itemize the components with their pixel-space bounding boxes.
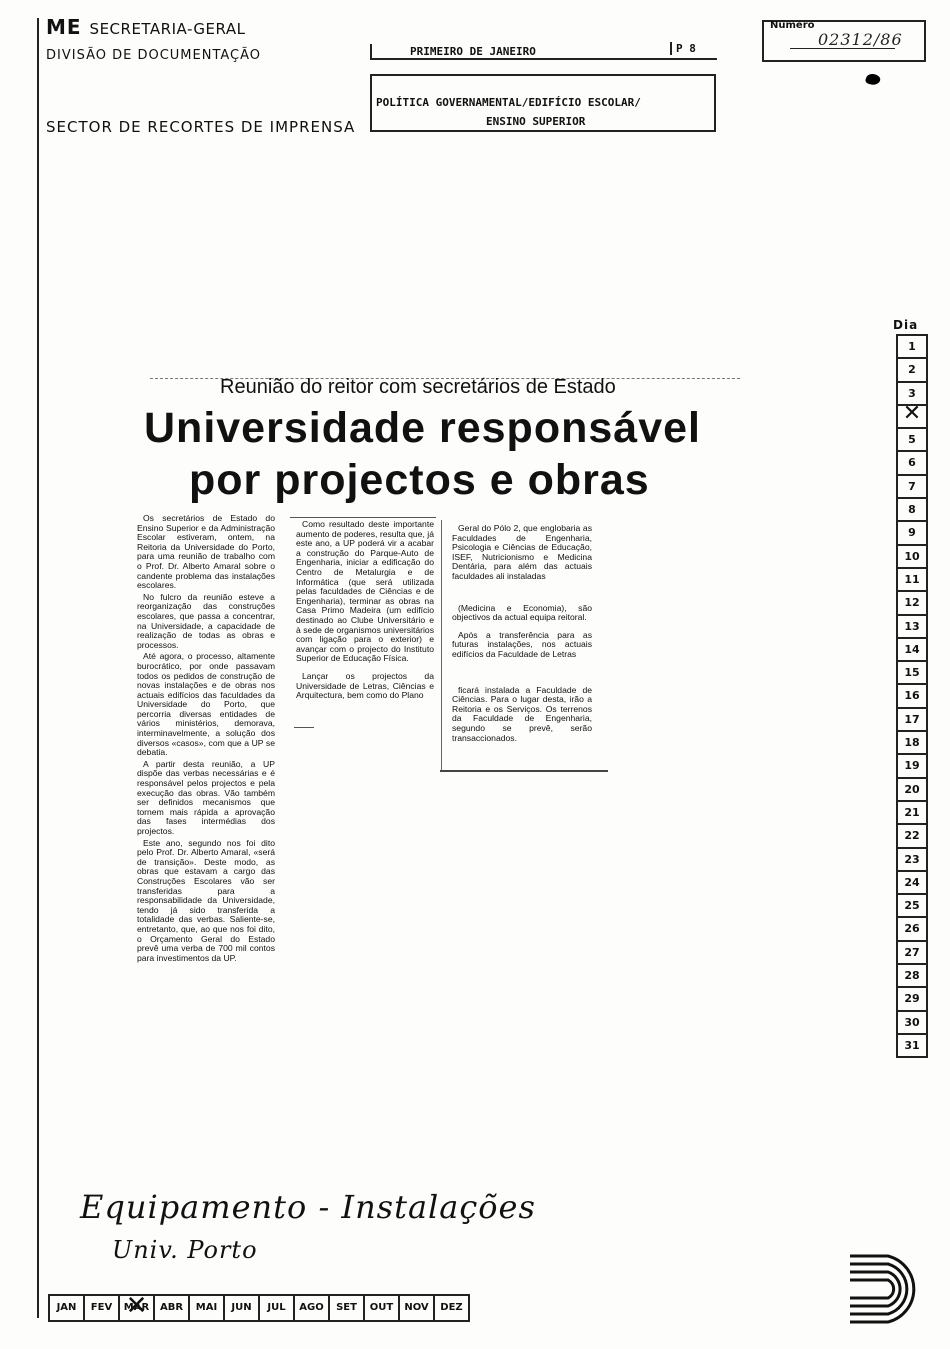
day-cell: 27 (898, 942, 926, 965)
handwritten-note-1: Equipamento - Instalações (80, 1188, 536, 1226)
column-end-rule (294, 727, 314, 728)
paragraph: Até agora, o processo, altamente burocrático, por onde passavam todos os pedidos de construção de novas instalações e de obras nos actuais edifícios das faculdades da Universidade do Porto, que percorria diversas entidades de vários ministérios, demorava, interminavelmente, a solução dos diversos «casos», com que a UP se debatia. (137, 651, 275, 758)
day-cell: 10 (898, 546, 926, 569)
month-cell: MAI (190, 1296, 225, 1320)
day-cell: 11 (898, 569, 926, 592)
sector-label: SECTOR DE RECORTES DE IMPRENSA (46, 118, 356, 136)
month-row (48, 1294, 470, 1322)
day-cell: 9 (898, 522, 926, 545)
month-cell: FEV (85, 1296, 120, 1320)
article-column-3 (452, 524, 592, 745)
day-cell: 3 (898, 383, 926, 406)
day-cell: 26 (898, 918, 926, 941)
numero-value: 02312/86 (818, 30, 903, 49)
headline-line-1: Universidade responsável (144, 404, 701, 452)
subject-line-1: POLÍTICA GOVERNAMENTAL/EDIFÍCIO ESCOLAR/ (376, 96, 641, 109)
paragraph: Geral do Pólo 2, que englobaria as Faculdades de Engenharia, Psicologia e Ciências de Educação, ISEF, Nutricionismo e Medicina Dentária, para além das actuais faculdades ali instaladas (452, 523, 592, 581)
numero-label: Número (770, 20, 815, 31)
day-cell: 7 (898, 476, 926, 499)
day-cell: 6 (898, 452, 926, 475)
newspaper-page: P 8 (670, 42, 696, 55)
day-cell: 8 (898, 499, 926, 522)
month-cell: SET (330, 1296, 365, 1320)
day-cell: 14 (898, 639, 926, 662)
paragraph: Após a transferência para as futuras instalações, nos actuais edifícios da Faculdade de Letras (452, 629, 592, 659)
day-cell: 2 (898, 359, 926, 382)
clipping-bottom-rule (440, 770, 608, 772)
paragraph: Lançar os projectos da Universidade de Letras, Ciências e Arquitectura, bem como do Plano (296, 670, 434, 701)
day-cell: 15 (898, 662, 926, 685)
newspaper-name: PRIMEIRO DE JANEIRO (410, 45, 536, 58)
day-cell: 24 (898, 872, 926, 895)
ink-blot (865, 72, 882, 87)
day-cell: 18 (898, 732, 926, 755)
paragraph: (Medicina e Economia), são objectivos da actual equipa reitoral. (452, 602, 592, 623)
month-cell: JAN (50, 1296, 85, 1320)
day-cell: 20 (898, 779, 926, 802)
day-cell: 25 (898, 895, 926, 918)
paragraph: Os secretários de Estado do Ensino Superior e da Administração Escolar estiveram, ontem, na Reitoria da Universidade do Porto, para uma reunião de trabalho com o Prof. Dr. Alberto Amaral sobre o candente problema das instalações escolares. (137, 513, 275, 591)
day-column (896, 334, 928, 1058)
day-cell: 22 (898, 825, 926, 848)
ministry-header (46, 15, 245, 39)
day-cell: 17 (898, 709, 926, 732)
day-cell: 16 (898, 685, 926, 708)
day-cell: 29 (898, 988, 926, 1011)
column-divider (441, 520, 442, 772)
paragraph: ficará instalada a Faculdade de Ciências. Para o lugar desta, irão a Reitoria e os Serviços. Os terrenos da Faculdade de Engenharia, segundo se prevê, serão transaccionados. (452, 684, 592, 743)
ministry-acronym: ME (46, 15, 82, 39)
day-cell: 23 (898, 849, 926, 872)
month-cell: NOV (400, 1296, 435, 1320)
month-cell: JUL (260, 1296, 295, 1320)
day-cell (898, 406, 926, 429)
subject-line-2: ENSINO SUPERIOR (486, 115, 586, 128)
day-cell: 13 (898, 616, 926, 639)
article-column-1 (137, 514, 275, 965)
month-cell: OUT (365, 1296, 400, 1320)
paragraph: Como resultado deste importante aumento de poderes, resulta que, já este ano, a UP poderá vir a acabar a construção do Parque-Auto de Engenharia, iniciar a edificação do Centro de Metalurgia e de Informática (que será utilizada pelas faculdades de Ciências e de Engenharia), terminar as obras na Casa Primo Madeira (um edifício destinado ao Clube Universitário e à sede de organismos universitários com ligação para o exterior) e avançar com o projecto do Instituto Superior de Educação Física. (296, 519, 434, 664)
day-cell: 30 (898, 1012, 926, 1035)
paragraph: A partir desta reunião, a UP dispõe das verbas necessárias e é responsável pelos projectos e pela execução das obras. Vão também ser definidos mecanismos que tornem mais rápida a aprovação das fases intermédias dos projectos. (137, 758, 275, 836)
month-cell: AGO (295, 1296, 330, 1320)
secretariat-label: SECRETARIA-GERAL (89, 20, 246, 38)
paragraph: No fulcro da reunião esteve a reorganização das construções escolares, que passa a concentrar, na Universidade, a capacidade de realização de todas as obras e processos. (137, 591, 275, 650)
article-headline (144, 402, 701, 506)
day-cell: 12 (898, 592, 926, 615)
paragraph: Este ano, segundo nos foi dito pelo Prof. Dr. Alberto Amaral, «será de transição». Deste modo, as obras que estavam a cargo das Construções Escolares vão ser transferidas para a responsabilidade da Universidade, tendo já sido transferida a totalidade das verbas. Saliente-se, entretanto, que, ao que nos foi dito, o Orçamento Geral do Estado prevê uma verba de 700 mil contos para investimentos da UP. (137, 837, 275, 963)
day-cell: 19 (898, 755, 926, 778)
day-column-label: Dia (893, 318, 919, 332)
day-cell: 5 (898, 429, 926, 452)
month-cell: MAR ✕ (120, 1296, 155, 1320)
article-kicker: Reunião do reitor com secretários de Estado (220, 376, 616, 398)
left-margin-rule (37, 18, 39, 1318)
handwritten-note-2: Univ. Porto (112, 1236, 258, 1264)
day-cell: 31 (904, 1038, 920, 1052)
month-cell: JUN (225, 1296, 260, 1320)
month-cell: ABR (155, 1296, 190, 1320)
day-cell: 1 (898, 336, 926, 359)
headline-line-2: por projectos e obras (189, 456, 650, 504)
archive-logo (848, 1250, 928, 1324)
article-column-2 (296, 520, 434, 703)
column-rule (290, 517, 436, 518)
division-label: DIVISÃO DE DOCUMENTAÇÃO (46, 48, 262, 63)
day-cell: 28 (898, 965, 926, 988)
month-cell: DEZ (440, 1302, 463, 1313)
day-cell: 21 (898, 802, 926, 825)
